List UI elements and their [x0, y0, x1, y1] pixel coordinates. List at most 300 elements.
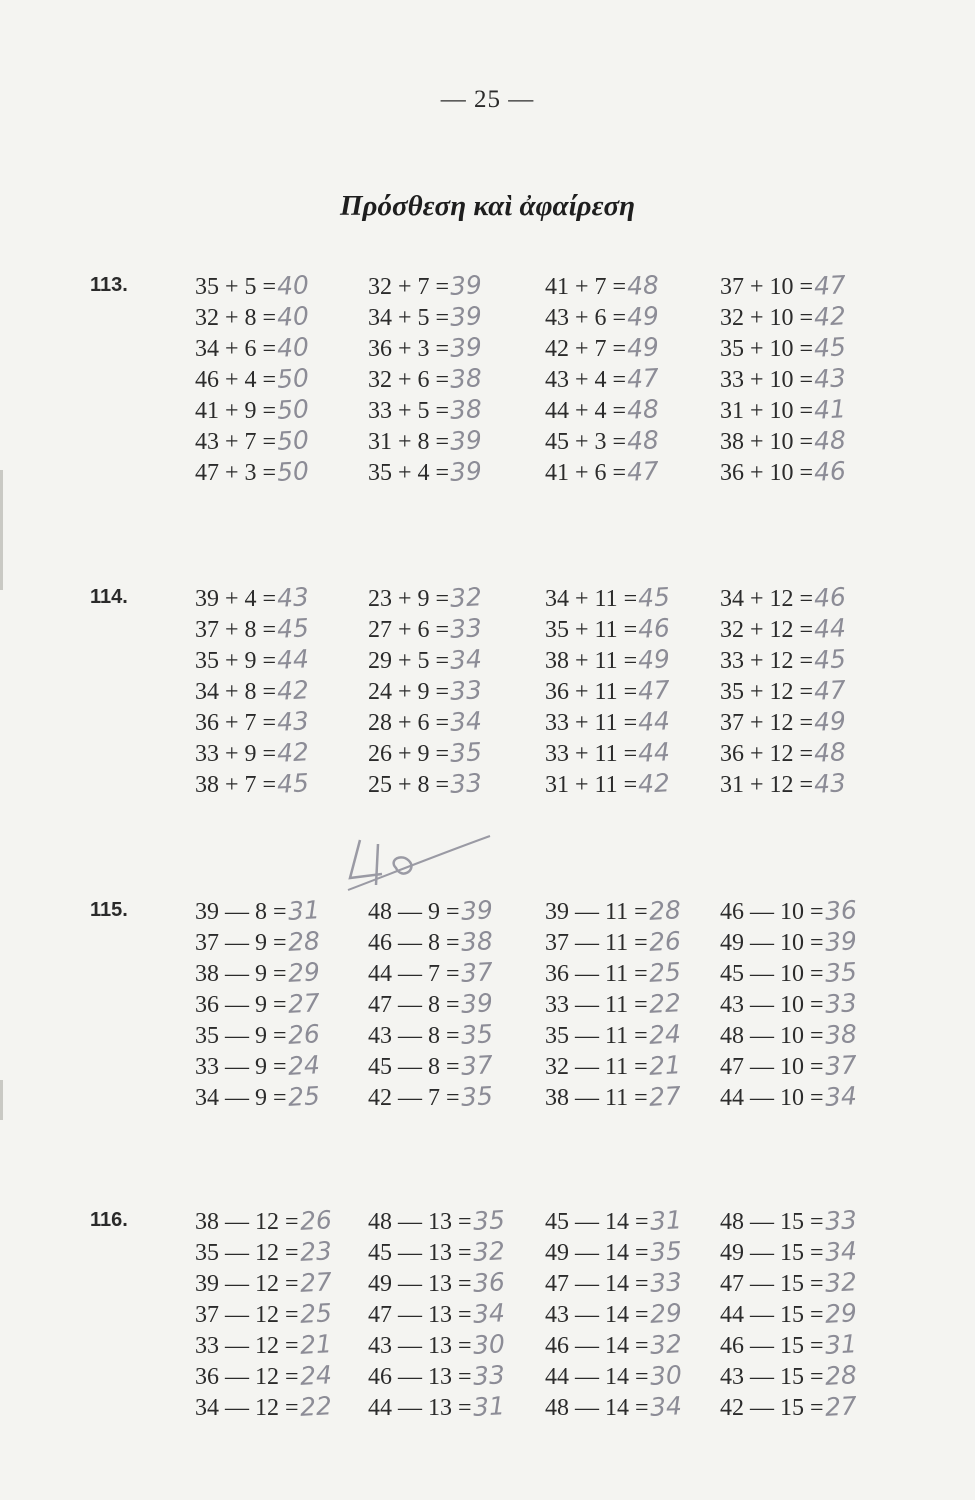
equation: 39 + 4 = [195, 586, 277, 612]
problem-row [720, 1267, 900, 1298]
problem-column [720, 1205, 900, 1422]
equation: 33 + 12 = [720, 648, 814, 674]
problem-row [545, 768, 725, 799]
handwritten-answer: 24 [647, 1019, 682, 1050]
handwritten-answer: 39 [459, 988, 494, 1019]
problem-row [545, 1391, 725, 1422]
equation: 46 — 13 = [368, 1364, 472, 1390]
problem-row [545, 1236, 725, 1267]
problem-row [195, 1050, 375, 1081]
handwritten-answer: 29 [648, 1298, 683, 1329]
equation: 47 — 15 = [720, 1271, 824, 1297]
problem-row [195, 957, 375, 988]
problem-row [195, 706, 375, 737]
equation: 35 + 5 = [195, 274, 277, 300]
equation: 35 — 12 = [195, 1240, 299, 1266]
equation: 24 + 9 = [368, 679, 450, 705]
equation: 34 — 12 = [195, 1395, 299, 1421]
equation: 32 + 8 = [195, 305, 277, 331]
problem-row [368, 1081, 548, 1112]
handwritten-answer: 40 [276, 301, 310, 332]
problem-row [195, 644, 375, 675]
equation: 49 — 15 = [720, 1240, 824, 1266]
equation: 31 + 10 = [720, 398, 814, 424]
handwritten-answer: 27 [823, 1391, 858, 1422]
equation: 41 + 9 = [195, 398, 277, 424]
equation: 49 — 14 = [545, 1240, 649, 1266]
equation: 44 — 7 = [368, 961, 460, 987]
handwritten-answer: 47 [813, 270, 847, 301]
problem-row [368, 675, 548, 706]
equation: 34 — 9 = [195, 1085, 287, 1111]
problem-column [720, 895, 900, 1112]
handwritten-answer: 35 [459, 1081, 494, 1112]
handwritten-answer: 35 [648, 1236, 683, 1267]
problem-row [720, 1298, 900, 1329]
equation: 43 — 14 = [545, 1302, 649, 1328]
problem-row [545, 332, 725, 363]
exercise-number: 113. [90, 274, 128, 296]
handwritten-answer: 42 [276, 675, 310, 706]
equation: 38 + 11 = [545, 648, 638, 674]
handwritten-answer: 30 [648, 1360, 683, 1391]
handwritten-answer: 30 [471, 1329, 506, 1360]
equation: 32 + 10 = [720, 305, 814, 331]
handwritten-answer: 33 [823, 988, 858, 1019]
equation: 48 — 14 = [545, 1395, 649, 1421]
problem-row [195, 613, 375, 644]
handwritten-answer: 25 [298, 1298, 333, 1329]
problem-row [368, 394, 548, 425]
handwritten-answer: 28 [286, 926, 321, 957]
handwritten-answer: 42 [813, 301, 847, 332]
problem-row [368, 706, 548, 737]
equation: 36 — 11 = [545, 961, 648, 987]
handwritten-answer: 44 [276, 644, 310, 675]
problem-column [545, 1205, 725, 1422]
problem-column [195, 270, 375, 487]
handwritten-answer: 48 [813, 737, 847, 768]
handwritten-answer: 32 [823, 1267, 858, 1298]
problem-row [545, 1298, 725, 1329]
problem-row [545, 988, 725, 1019]
problem-row [368, 456, 548, 487]
problem-row [368, 582, 548, 613]
handwritten-answer: 49 [626, 301, 660, 332]
handwritten-answer: 39 [449, 425, 483, 456]
exercise-block [0, 270, 975, 500]
problem-row [720, 706, 900, 737]
exercise-number: 114. [90, 586, 128, 608]
handwritten-answer: 41 [813, 394, 847, 425]
handwritten-answer: 36 [823, 895, 858, 926]
equation: 32 — 11 = [545, 1054, 648, 1080]
handwritten-answer: 39 [449, 332, 483, 363]
problem-row [720, 1081, 900, 1112]
equation: 42 — 15 = [720, 1395, 824, 1421]
handwritten-answer: 34 [823, 1236, 858, 1267]
handwritten-answer: 33 [449, 768, 483, 799]
handwritten-answer: 34 [648, 1391, 683, 1422]
equation: 49 — 13 = [368, 1271, 472, 1297]
problem-row [368, 1329, 548, 1360]
equation: 42 — 7 = [368, 1085, 460, 1111]
exercise-block [0, 895, 975, 1125]
problem-row [720, 456, 900, 487]
exercise-number: 116. [90, 1209, 128, 1231]
problem-column [368, 582, 548, 799]
handwritten-answer: 46 [813, 456, 847, 487]
problem-row [195, 988, 375, 1019]
equation: 44 — 10 = [720, 1085, 824, 1111]
problem-row [545, 613, 725, 644]
handwritten-answer: 43 [276, 706, 310, 737]
equation: 46 — 14 = [545, 1333, 649, 1359]
problem-row [195, 675, 375, 706]
equation: 35 + 12 = [720, 679, 814, 705]
handwritten-answer: 35 [459, 1019, 494, 1050]
problem-row [368, 895, 548, 926]
handwritten-answer: 39 [823, 926, 858, 957]
problem-row [195, 425, 375, 456]
handwritten-answer: 33 [648, 1267, 683, 1298]
equation: 36 + 7 = [195, 710, 277, 736]
problem-row [368, 1050, 548, 1081]
handwritten-answer: 39 [449, 456, 483, 487]
page-number: — 25 — [440, 86, 535, 113]
equation: 34 + 12 = [720, 586, 814, 612]
handwritten-answer: 31 [648, 1205, 683, 1236]
equation: 38 — 12 = [195, 1209, 299, 1235]
handwritten-answer: 39 [459, 895, 494, 926]
problem-row [545, 1050, 725, 1081]
equation: 48 — 9 = [368, 899, 460, 925]
equation: 45 — 10 = [720, 961, 824, 987]
handwritten-answer: 31 [823, 1329, 858, 1360]
problem-column [720, 582, 900, 799]
handwritten-answer: 21 [298, 1329, 333, 1360]
problem-column [368, 270, 548, 487]
problem-row [195, 1360, 375, 1391]
handwritten-answer: 22 [647, 988, 682, 1019]
handwritten-answer: 27 [647, 1081, 682, 1112]
problem-row [368, 425, 548, 456]
equation: 39 — 12 = [195, 1271, 299, 1297]
equation: 39 — 8 = [195, 899, 287, 925]
problem-row [545, 644, 725, 675]
problem-row [368, 1236, 548, 1267]
handwritten-answer: 42 [276, 737, 310, 768]
problem-row [545, 1267, 725, 1298]
problem-row [720, 582, 900, 613]
problem-row [195, 1329, 375, 1360]
equation: 36 — 12 = [195, 1364, 299, 1390]
equation: 44 — 14 = [545, 1364, 649, 1390]
handwritten-answer: 24 [298, 1360, 333, 1391]
equation: 45 + 3 = [545, 429, 627, 455]
handwritten-answer: 44 [637, 706, 671, 737]
equation: 43 — 13 = [368, 1333, 472, 1359]
equation: 37 + 10 = [720, 274, 814, 300]
handwritten-answer: 50 [276, 425, 310, 456]
equation: 35 + 9 = [195, 648, 277, 674]
problem-row [545, 957, 725, 988]
problem-row [368, 332, 548, 363]
equation: 33 + 9 = [195, 741, 277, 767]
equation: 31 + 11 = [545, 772, 638, 798]
equation: 33 + 11 = [545, 741, 638, 767]
problem-row [720, 895, 900, 926]
problem-row [545, 675, 725, 706]
problem-row [195, 1267, 375, 1298]
problem-row [368, 613, 548, 644]
problem-row [195, 363, 375, 394]
handwritten-answer: 35 [823, 957, 858, 988]
problem-row [545, 895, 725, 926]
equation: 32 + 12 = [720, 617, 814, 643]
problem-row [195, 768, 375, 799]
equation: 38 — 9 = [195, 961, 287, 987]
handwritten-answer: 43 [813, 363, 847, 394]
handwritten-answer: 43 [276, 582, 310, 613]
equation: 46 + 4 = [195, 367, 277, 393]
equation: 29 + 5 = [368, 648, 450, 674]
equation: 23 + 9 = [368, 586, 450, 612]
problem-column [368, 895, 548, 1112]
exercise-number: 115. [90, 899, 128, 921]
handwritten-answer: 47 [813, 675, 847, 706]
handwritten-answer: 32 [471, 1236, 506, 1267]
problem-row [720, 332, 900, 363]
handwritten-answer: 43 [813, 768, 847, 799]
handwritten-answer: 50 [276, 363, 310, 394]
problem-row [720, 301, 900, 332]
problem-column [195, 1205, 375, 1422]
handwritten-answer: 37 [459, 957, 494, 988]
problem-row [368, 926, 548, 957]
equation: 44 + 4 = [545, 398, 627, 424]
handwritten-answer: 38 [459, 926, 494, 957]
equation: 37 + 8 = [195, 617, 277, 643]
handwritten-answer: 36 [471, 1267, 506, 1298]
handwritten-answer: 27 [286, 988, 321, 1019]
problem-row [545, 363, 725, 394]
exercise-block [0, 1205, 975, 1435]
equation: 36 — 9 = [195, 992, 287, 1018]
problem-row [368, 1298, 548, 1329]
handwritten-answer: 44 [813, 613, 847, 644]
problem-row [545, 425, 725, 456]
equation: 37 — 12 = [195, 1302, 299, 1328]
equation: 36 + 10 = [720, 460, 814, 486]
problem-row [720, 425, 900, 456]
problem-row [720, 394, 900, 425]
equation: 43 — 10 = [720, 992, 824, 1018]
problem-row [545, 1329, 725, 1360]
equation: 38 + 7 = [195, 772, 277, 798]
handwritten-answer: 31 [471, 1391, 506, 1422]
equation: 36 + 12 = [720, 741, 814, 767]
handwritten-answer: 47 [626, 363, 660, 394]
equation: 46 — 10 = [720, 899, 824, 925]
problem-row [545, 1360, 725, 1391]
problem-row [195, 1236, 375, 1267]
handwritten-answer: 27 [298, 1267, 333, 1298]
equation: 49 — 10 = [720, 930, 824, 956]
equation: 43 + 4 = [545, 367, 627, 393]
margin-scribble-text: 40 [540, 1030, 541, 1031]
problem-row [720, 644, 900, 675]
equation: 43 — 15 = [720, 1364, 824, 1390]
problem-column [195, 895, 375, 1112]
handwritten-answer: 26 [298, 1205, 333, 1236]
problem-row [720, 675, 900, 706]
equation: 38 + 10 = [720, 429, 814, 455]
handwritten-answer: 31 [286, 895, 321, 926]
problem-row [720, 1050, 900, 1081]
problem-row [195, 1081, 375, 1112]
problem-row [368, 768, 548, 799]
problem-row [545, 926, 725, 957]
handwritten-answer: 32 [648, 1329, 683, 1360]
equation: 41 + 6 = [545, 460, 627, 486]
handwritten-answer: 39 [449, 301, 483, 332]
equation: 45 — 14 = [545, 1209, 649, 1235]
equation: 43 — 8 = [368, 1023, 460, 1049]
equation: 28 + 6 = [368, 710, 450, 736]
handwritten-answer: 29 [286, 957, 321, 988]
equation: 31 + 12 = [720, 772, 814, 798]
problem-row [368, 1205, 548, 1236]
handwritten-answer: 48 [626, 394, 660, 425]
handwritten-answer: 34 [471, 1298, 506, 1329]
problem-row [545, 1205, 725, 1236]
problem-row [195, 1391, 375, 1422]
problem-column [720, 270, 900, 487]
problem-row [545, 456, 725, 487]
problem-row [545, 1019, 725, 1050]
handwritten-answer: 26 [286, 1019, 321, 1050]
handwritten-answer: 25 [286, 1081, 321, 1112]
handwritten-answer: 33 [823, 1205, 858, 1236]
page-title: Πρόσθεση καὶ ἀφαίρεση [339, 190, 636, 222]
problem-row [720, 737, 900, 768]
problem-row [720, 1019, 900, 1050]
equation: 47 — 14 = [545, 1271, 649, 1297]
problem-row [720, 988, 900, 1019]
equation: 44 — 13 = [368, 1395, 472, 1421]
handwritten-answer: 28 [647, 895, 682, 926]
handwritten-answer: 28 [823, 1360, 858, 1391]
handwritten-answer: 48 [813, 425, 847, 456]
handwritten-answer: 26 [647, 926, 682, 957]
handwritten-answer: 50 [276, 394, 310, 425]
equation: 44 — 15 = [720, 1302, 824, 1328]
handwritten-answer: 37 [823, 1050, 858, 1081]
handwritten-answer: 38 [449, 394, 483, 425]
problem-row [720, 270, 900, 301]
handwritten-answer: 45 [813, 644, 847, 675]
problem-row [368, 957, 548, 988]
problem-row [368, 988, 548, 1019]
problem-row [545, 394, 725, 425]
problem-row [720, 957, 900, 988]
equation: 47 + 3 = [195, 460, 277, 486]
handwritten-answer: 25 [647, 957, 682, 988]
handwritten-answer: 49 [626, 332, 660, 363]
equation: 36 + 3 = [368, 336, 450, 362]
handwritten-answer: 38 [823, 1019, 858, 1050]
equation: 35 — 9 = [195, 1023, 287, 1049]
equation: 43 + 7 = [195, 429, 277, 455]
equation: 25 + 8 = [368, 772, 450, 798]
problem-column [545, 895, 725, 1112]
problem-column [368, 1205, 548, 1422]
equation: 37 + 12 = [720, 710, 814, 736]
equation: 42 + 7 = [545, 336, 627, 362]
handwritten-answer: 35 [471, 1205, 506, 1236]
problem-row [368, 737, 548, 768]
handwritten-answer: 33 [449, 613, 483, 644]
problem-row [195, 394, 375, 425]
handwritten-answer: 50 [276, 456, 310, 487]
handwritten-answer: 45 [813, 332, 847, 363]
equation: 35 — 11 = [545, 1023, 648, 1049]
handwritten-answer: 42 [637, 768, 671, 799]
problem-row [368, 1267, 548, 1298]
equation: 34 + 8 = [195, 679, 277, 705]
equation: 32 + 6 = [368, 367, 450, 393]
problem-row [195, 926, 375, 957]
equation: 34 + 6 = [195, 336, 277, 362]
handwritten-answer: 34 [823, 1081, 858, 1112]
handwritten-answer: 34 [449, 706, 483, 737]
equation: 33 + 11 = [545, 710, 638, 736]
problem-row [545, 270, 725, 301]
problem-row [720, 363, 900, 394]
problem-row [720, 768, 900, 799]
equation: 27 + 6 = [368, 617, 450, 643]
equation: 48 — 15 = [720, 1209, 824, 1235]
problem-row [368, 363, 548, 394]
problem-row [195, 301, 375, 332]
equation: 45 — 8 = [368, 1054, 460, 1080]
equation: 33 — 11 = [545, 992, 648, 1018]
equation: 35 + 4 = [368, 460, 450, 486]
handwritten-answer: 23 [298, 1236, 333, 1267]
problem-row [545, 582, 725, 613]
handwritten-answer: 45 [276, 613, 310, 644]
equation: 35 + 10 = [720, 336, 814, 362]
problem-row [545, 1081, 725, 1112]
problem-row [195, 895, 375, 926]
equation: 26 + 9 = [368, 741, 450, 767]
handwritten-answer: 46 [637, 613, 671, 644]
equation: 35 + 11 = [545, 617, 638, 643]
equation: 47 — 8 = [368, 992, 460, 1018]
handwritten-answer: 40 [276, 270, 310, 301]
handwritten-answer: 49 [637, 644, 671, 675]
handwritten-answer: 48 [626, 425, 660, 456]
equation: 33 + 10 = [720, 367, 814, 393]
equation: 48 — 13 = [368, 1209, 472, 1235]
handwritten-answer: 35 [449, 737, 483, 768]
handwritten-answer: 47 [637, 675, 671, 706]
problem-row [195, 737, 375, 768]
equation: 41 + 7 = [545, 274, 627, 300]
handwritten-answer: 47 [626, 456, 660, 487]
equation: 31 + 8 = [368, 429, 450, 455]
